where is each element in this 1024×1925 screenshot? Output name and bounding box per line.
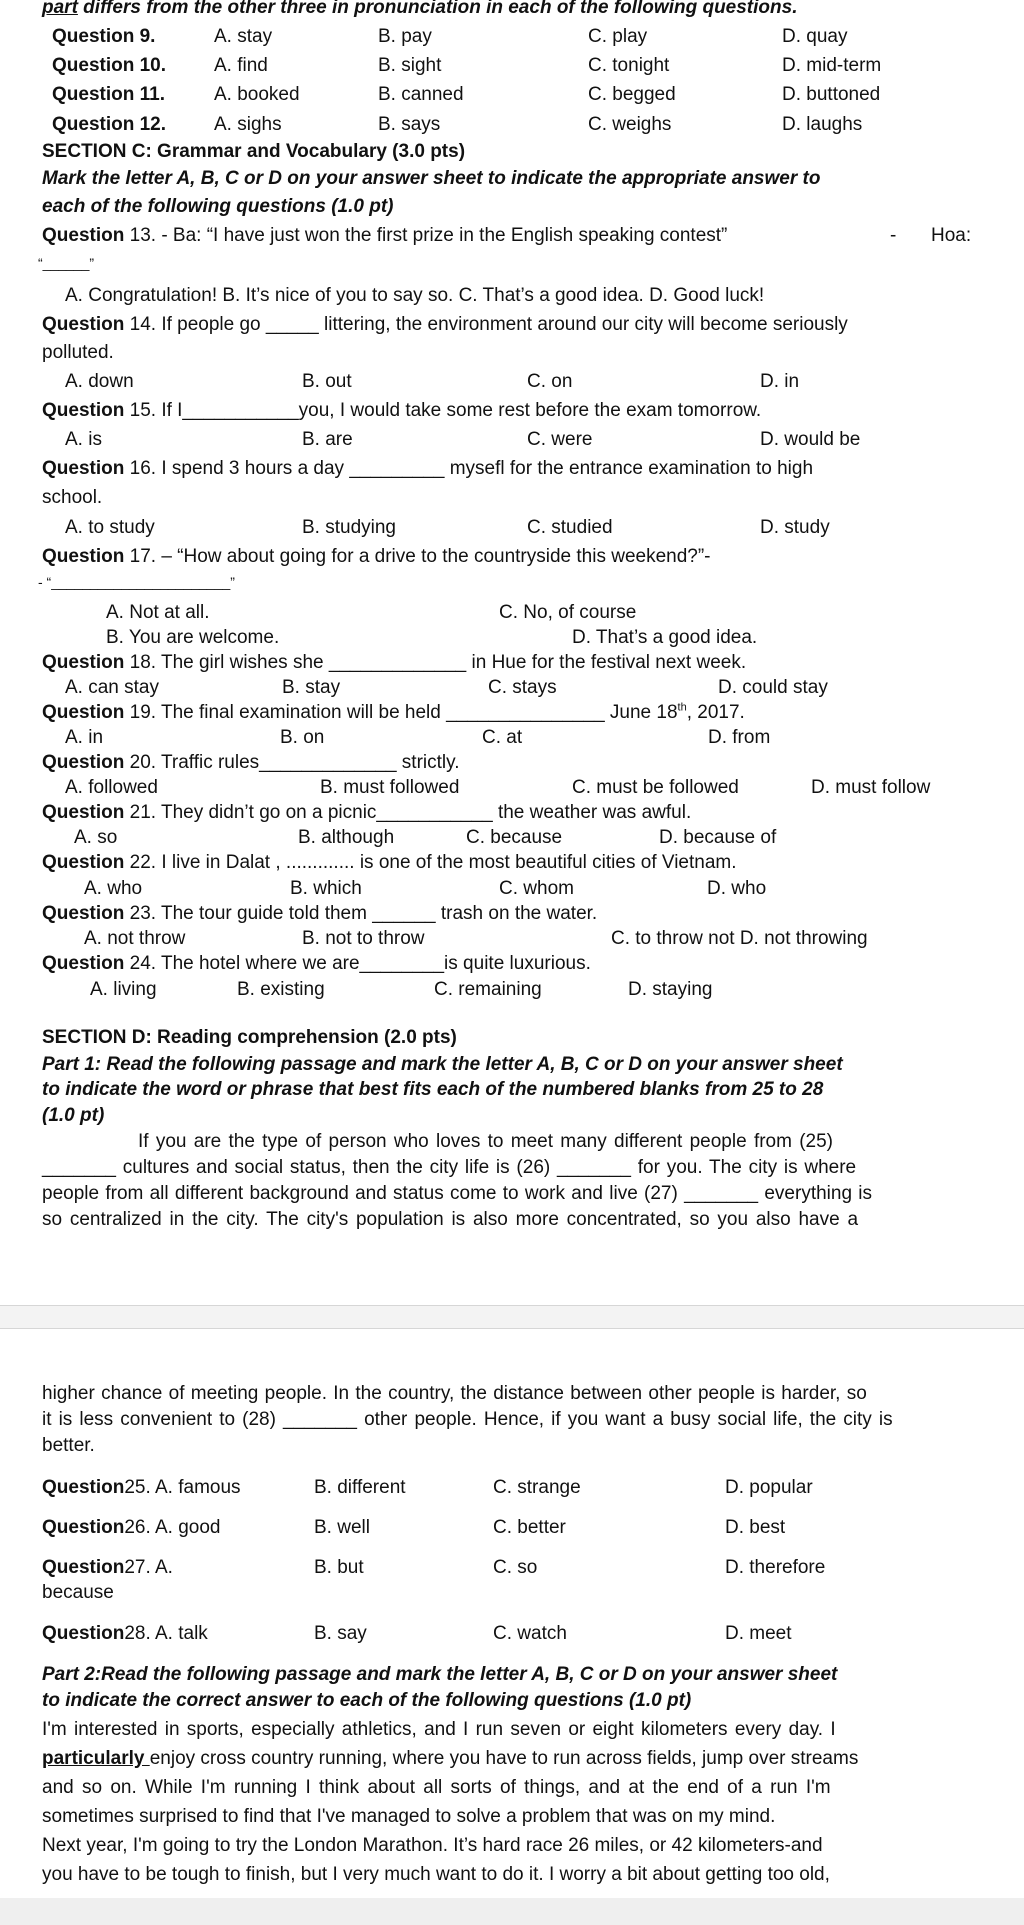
question-row-9: [0, 24, 1024, 49]
option-d: D. would be: [760, 429, 861, 450]
question-23-options: [0, 926, 1024, 951]
passage1-line: so centralized in the city. The city's population is also more concentrated, so you also have a: [42, 1209, 859, 1230]
question-row-10: [0, 53, 1024, 78]
question-text: 22. I live in Dalat , ............. is one of the most beautiful cities of Vietnam.: [124, 852, 737, 873]
option-d: D. quay: [782, 26, 848, 47]
option-d: D. laughs: [782, 114, 863, 135]
passage1-line: it is less convenient to (28) _______ other people. Hence, if you want a busy social life, the city is: [42, 1409, 893, 1430]
option-d: D. That’s a good idea.: [572, 627, 758, 648]
answer-blank: “______”: [38, 255, 95, 271]
option-d: D. popular: [725, 1477, 813, 1498]
question-text-a: 27. A.: [124, 1557, 173, 1578]
question-text: 20. Traffic rules_____________ strictly.: [124, 752, 460, 773]
option-c: C. on: [527, 371, 573, 392]
option-c-d: C. to throw not D. not throwing: [611, 928, 868, 949]
question-label: Question: [42, 852, 125, 873]
question-label: Question: [42, 953, 125, 974]
option-a: A. followed: [65, 777, 158, 798]
question-stem: [42, 1621, 208, 1646]
option-a: A. so: [74, 827, 118, 848]
passage2-line: [42, 1746, 858, 1771]
option-c: C. must be followed: [572, 777, 739, 798]
instruction-underlined-word: part: [42, 0, 78, 18]
option-a: A. in: [65, 727, 104, 748]
question-18-options: [0, 675, 1024, 700]
option-c: C. watch: [493, 1623, 567, 1644]
question-text: 19. The final examination will be held _______________ June 18: [124, 702, 678, 723]
question-19-stem: [42, 700, 745, 725]
option-b: B. although: [298, 827, 395, 848]
option-c: C. weighs: [588, 114, 672, 135]
question-text-a: 28. A. talk: [124, 1623, 208, 1644]
question-20-stem: [42, 750, 460, 775]
question-text: 14. If people go _____ littering, the environment around our city will become seriously: [124, 314, 848, 335]
question-label: Question: [42, 1517, 125, 1538]
option-a: A. down: [65, 371, 134, 392]
question-text: 21. They didn’t go on a picnic___________ the weather was awful.: [124, 802, 692, 823]
question-20-options: [0, 775, 1024, 800]
option-c: C. begged: [588, 84, 676, 105]
question-label: Question: [42, 546, 125, 567]
question-13-stem: [42, 223, 727, 248]
passage2-line: I'm interested in sports, especially athletics, and I run seven or eight kilometers every day. I: [42, 1719, 836, 1740]
option-b: B. which: [290, 878, 362, 899]
question-14-stem-cont: polluted.: [42, 342, 114, 363]
part2-instruction-cont: to indicate the correct answer to each of the following questions (1.0 pt): [42, 1690, 692, 1711]
option-a: A. is: [65, 429, 102, 450]
question-24-options: [0, 977, 1024, 1002]
option-d: D. study: [760, 517, 830, 538]
option-b: B. sight: [378, 55, 442, 76]
question-number: Question 10.: [52, 55, 167, 76]
option-d: D. who: [707, 878, 767, 899]
option-c: C. so: [493, 1557, 538, 1578]
option-c: C. stays: [488, 677, 557, 698]
bottom-edge-band: [0, 1898, 1024, 1925]
option-b: B. are: [302, 429, 353, 450]
passage2-line: sometimes surprised to find that I've managed to solve a problem that was on my mind.: [42, 1806, 776, 1827]
question-14-options: [0, 369, 1024, 394]
option-d: D. buttoned: [782, 84, 881, 105]
option-c: C. better: [493, 1517, 566, 1538]
question-text: 17. – “How about going for a drive to the countryside this weekend?”-: [124, 546, 711, 567]
answer-blank: - “_______________________”: [38, 574, 235, 590]
question-number: Question 9.: [52, 26, 156, 47]
question-text: 24. The hotel where we are________is quite luxurious.: [124, 953, 591, 974]
question-row-28: [0, 1621, 1024, 1646]
option-c: C. whom: [499, 878, 574, 899]
question-15-stem: [42, 398, 761, 423]
option-d: D. from: [708, 727, 771, 748]
question-stem: [42, 1515, 221, 1540]
option-a: A. not throw: [84, 928, 186, 949]
option-a: A. who: [84, 878, 143, 899]
option-d: D. meet: [725, 1623, 792, 1644]
superscript: th: [677, 701, 687, 714]
question-label: Question: [42, 458, 125, 479]
dash-mark: -: [890, 225, 897, 246]
question-17-stem: [42, 544, 711, 569]
passage1-line: higher chance of meeting people. In the country, the distance between other people is harder, so: [42, 1383, 867, 1404]
option-d: D. best: [725, 1517, 786, 1538]
option-c: C. at: [482, 727, 523, 748]
option-b: B. You are welcome.: [106, 627, 280, 648]
option-d: D. in: [760, 371, 800, 392]
passage1-line: people from all different background and status come to work and live (27) _______ everything is: [42, 1183, 873, 1204]
question-stem: [42, 1475, 241, 1500]
option-b: B. on: [280, 727, 325, 748]
option-c: C. strange: [493, 1477, 581, 1498]
question-17-options-row1: [0, 600, 1024, 625]
option-b: B. well: [314, 1517, 370, 1538]
option-a: A. booked: [214, 84, 300, 105]
question-row-27: [0, 1555, 1024, 1580]
option-d: D. because of: [659, 827, 777, 848]
option-b: B. say: [314, 1623, 367, 1644]
question-22-stem: [42, 850, 737, 875]
option-b: B. stay: [282, 677, 341, 698]
question-19-options: [0, 725, 1024, 750]
option-a: A. find: [214, 55, 268, 76]
option-c: C. No, of course: [499, 602, 637, 623]
option-d: D. mid-term: [782, 55, 882, 76]
section-c-instruction: Mark the letter A, B, C or D on your answer sheet to indicate the appropriate answer to: [42, 168, 821, 189]
option-c: C. tonight: [588, 55, 670, 76]
page-separator: [0, 1305, 1024, 1329]
option-d: D. staying: [628, 979, 713, 1000]
part1-instruction-cont: to indicate the word or phrase that best fits each of the numbered blanks from 25 to 28: [42, 1079, 824, 1100]
question-label: Question: [42, 903, 125, 924]
option-b: B. but: [314, 1557, 364, 1578]
question-15-options: [0, 427, 1024, 452]
part1-instruction: Part 1: Read the following passage and mark the letter A, B, C or D on your answer sheet: [42, 1054, 843, 1075]
option-a: A. Not at all.: [106, 602, 210, 623]
passage1-line: _______ cultures and social status, then the city life is (26) _______ for you. The city is where: [42, 1157, 857, 1178]
question-text: 16. I spend 3 hours a day _________ mysefl for the entrance examination to high: [124, 458, 814, 479]
option-a: A. to study: [65, 517, 155, 538]
question-13-options: A. Congratulation! B. It’s nice of you to say so. C. That’s a good idea. D. Good luck!: [65, 285, 765, 306]
option-c: C. play: [588, 26, 648, 47]
question-24-stem: [42, 951, 591, 976]
passage2-line: Next year, I'm going to try the London Marathon. It’s hard race 26 miles, or 42 kilometers-and: [42, 1835, 823, 1856]
option-c: C. because: [466, 827, 563, 848]
question-text-a: 25. A. famous: [124, 1477, 241, 1498]
passage2-line: and so on. While I'm running I think about all sorts of things, and at the end of a run I'm: [42, 1777, 831, 1798]
passage1-line: better.: [42, 1435, 95, 1456]
option-b: B. existing: [237, 979, 325, 1000]
option-b: B. must followed: [320, 777, 460, 798]
option-b: B. pay: [378, 26, 432, 47]
option-d: D. could stay: [718, 677, 828, 698]
option-c: C. remaining: [434, 979, 542, 1000]
option-d: D. must follow: [811, 777, 931, 798]
option-c: C. were: [527, 429, 593, 450]
option-b: B. different: [314, 1477, 406, 1498]
section-c-title: SECTION C: Grammar and Vocabulary (3.0 pts): [42, 141, 466, 162]
part2-instruction: Part 2:Read the following passage and mark the letter A, B, C or D on your answer sheet: [42, 1664, 838, 1685]
passage2-line: you have to be tough to finish, but I very much want to do it. I worry a bit about getting too old,: [42, 1864, 830, 1885]
question-label: Question: [42, 1557, 125, 1578]
question-17-options-row2: [0, 625, 1024, 650]
option-a: A. can stay: [65, 677, 159, 698]
question-text: 18. The girl wishes she _____________ in Hue for the festival next week.: [124, 652, 747, 673]
question-18-stem: [42, 650, 746, 675]
question-number: Question 11.: [52, 84, 165, 105]
question-text: 13. - Ba: “I have just won the first prize in the English speaking contest”: [124, 225, 728, 246]
question-row-12: [0, 112, 1024, 137]
question-label: Question: [42, 652, 125, 673]
question-label: Question: [42, 1477, 125, 1498]
option-b: B. not to throw: [302, 928, 425, 949]
option-c: C. studied: [527, 517, 613, 538]
question-label: Question: [42, 225, 125, 246]
question-label: Question: [42, 752, 125, 773]
option-b: B. says: [378, 114, 441, 135]
section-c-instruction-cont: each of the following questions (1.0 pt): [42, 196, 394, 217]
question-row-11: [0, 82, 1024, 107]
passage2-text: enjoy cross country running, where you have to run across fields, jump over streams: [149, 1748, 859, 1769]
question-16-options: [0, 515, 1024, 540]
question-21-options: [0, 825, 1024, 850]
question-21-stem: [42, 800, 691, 825]
underlined-word: particularly: [42, 1748, 150, 1769]
part1-instruction-cont2: (1.0 pt): [42, 1105, 105, 1126]
question-16-stem-cont: school.: [42, 487, 103, 508]
question-label: Question: [42, 1623, 125, 1644]
question-23-stem: [42, 901, 597, 926]
instruction-line: [42, 0, 797, 20]
option-b: B. studying: [302, 517, 396, 538]
question-row-25: [0, 1475, 1024, 1500]
question-22-options: [0, 876, 1024, 901]
instruction-text: differs from the other three in pronunciation in each of the following questions.: [77, 0, 798, 18]
question-number: Question 12.: [52, 114, 167, 135]
option-a: A. stay: [214, 26, 273, 47]
question-text: 23. The tour guide told them ______ trash on the water.: [124, 903, 598, 924]
question-row-26: [0, 1515, 1024, 1540]
option-d: D. therefore: [725, 1557, 826, 1578]
option-a: A. sighs: [214, 114, 282, 135]
option-a: A. living: [90, 979, 157, 1000]
question-label: Question: [42, 314, 125, 335]
option-b: B. out: [302, 371, 352, 392]
question-16-stem: [42, 456, 813, 481]
question-label: Question: [42, 802, 125, 823]
question-label: Question: [42, 702, 125, 723]
question-text: 15. If I___________you, I would take some rest before the exam tomorrow.: [124, 400, 762, 421]
question-text-end: , 2017.: [686, 702, 745, 723]
question-label: Question: [42, 400, 125, 421]
passage1-line: If you are the type of person who loves to meet many different people from (25): [138, 1131, 834, 1152]
option-b: B. canned: [378, 84, 464, 105]
speaker-hoa: Hoa:: [931, 225, 972, 246]
section-d-title: SECTION D: Reading comprehension (2.0 pts): [42, 1027, 457, 1048]
question-14-stem: [42, 312, 848, 337]
question-stem: [42, 1555, 173, 1580]
question-text-a: 26. A. good: [124, 1517, 221, 1538]
question-27-cont: because: [42, 1582, 114, 1603]
